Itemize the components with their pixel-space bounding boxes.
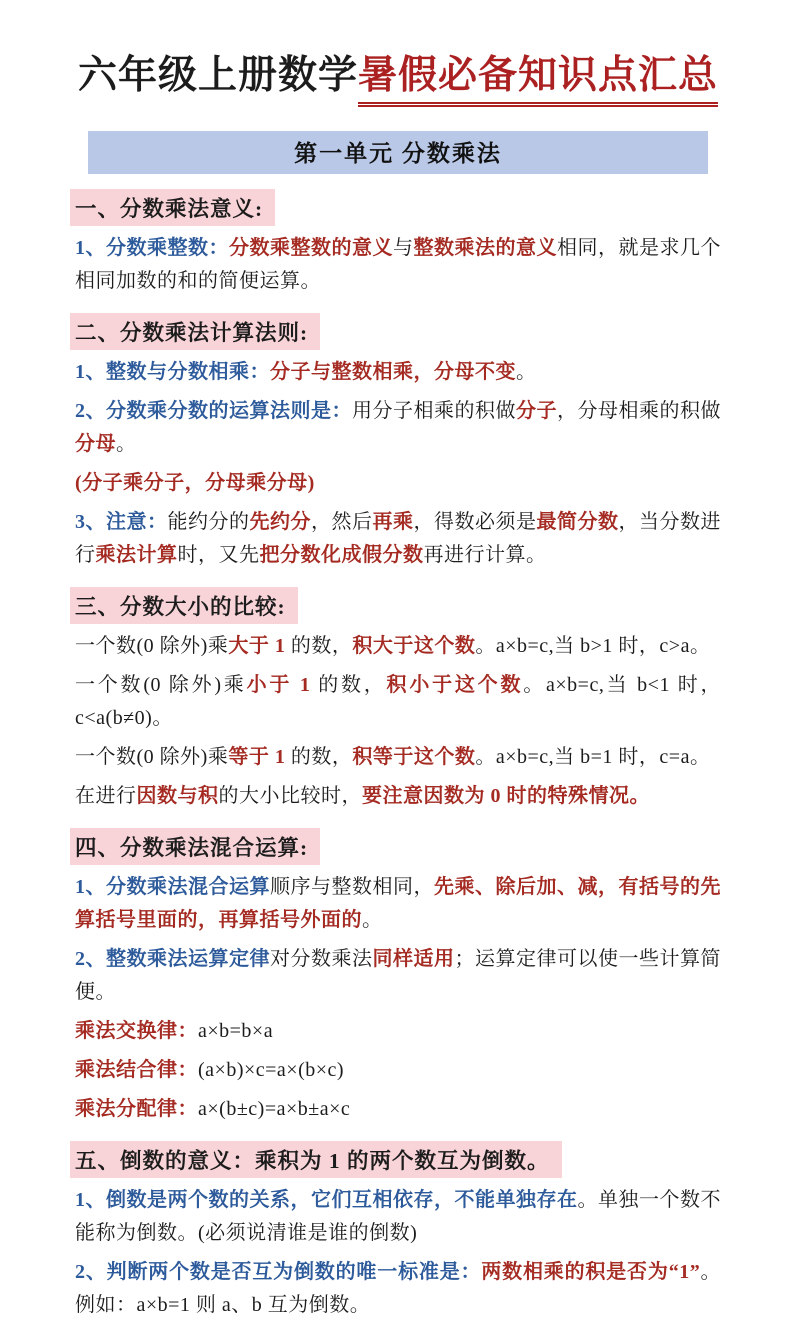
section-5-paragraph-2	[75, 1256, 721, 1322]
text-segment-black: 。	[362, 908, 383, 931]
section-3-paragraph-3	[75, 741, 721, 774]
text-segment-black: (a×b)×c=a×(b×c)	[198, 1058, 345, 1081]
text-segment-red: 乘法计算	[95, 543, 178, 566]
text-segment-red: 两数相乘的积是否为“1”	[481, 1260, 701, 1283]
section-3-heading	[75, 587, 721, 624]
page-title	[75, 52, 721, 107]
section-5-paragraph-1	[75, 1184, 721, 1250]
text-segment-red: 乘法结合律：	[75, 1058, 198, 1081]
section-2-paragraph-4	[75, 506, 721, 572]
text-segment-black: 相同，就是求几个相同加数的和的简便运算。	[75, 236, 721, 292]
text-segment-red: 最简分数	[536, 510, 619, 533]
text-segment-red: 先约分	[249, 510, 311, 533]
text-segment-black: 与	[393, 236, 414, 259]
text-segment-blue: 1、整数与分数相乘：	[75, 360, 270, 383]
section-4-paragraph-2	[75, 943, 721, 1009]
section-heading-highlight: 三、分数大小的比较:	[70, 587, 298, 624]
section-2-heading	[75, 313, 721, 350]
section-4-paragraph-4	[75, 1054, 721, 1087]
text-segment-red: 分子与整数相乘，分母不变	[270, 360, 516, 383]
text-segment-blue: 3、注意：	[75, 510, 168, 533]
text-segment-blue: 1、分数乘整数：	[75, 236, 229, 259]
title-course-text: 六年级上册数学	[77, 54, 358, 97]
text-segment-black: 对分数乘法	[270, 947, 373, 970]
text-segment-red: 要注意因数为 0 时的特殊情况。	[362, 784, 650, 807]
text-segment-black: 。单独一个数不能称为倒数。(必须说清谁是谁的倒数)	[75, 1188, 721, 1244]
text-segment-black: 的数，	[290, 745, 353, 768]
section-heading-highlight: 一、分数乘法意义:	[70, 189, 275, 226]
text-segment-red: 积等于这个数	[352, 745, 476, 768]
text-segment-red: 大于 1	[228, 634, 291, 657]
text-segment-blue: 1、分数乘法混合运算	[75, 875, 270, 898]
text-segment-black: 的大小比较时，	[218, 784, 362, 807]
text-segment-red: 小于 1	[246, 673, 319, 696]
section-4-paragraph-1	[75, 871, 721, 937]
section-2-paragraph-1	[75, 356, 721, 389]
text-segment-blue: 1、倒数是两个数的关系，它们互相依存，不能单独存在	[75, 1188, 578, 1211]
section-4-heading	[75, 828, 721, 865]
text-segment-black: 顺序与整数相同，	[270, 875, 434, 898]
text-segment-black: ，分母相乘的积做	[557, 399, 721, 422]
text-segment-red: 整数乘法的意义	[413, 236, 557, 259]
text-segment-red: 再乘	[372, 510, 414, 533]
text-segment-black: 。a×b=c,当 b<1 时，c<a(b≠0)。	[75, 673, 722, 729]
text-segment-black: 用分子相乘的积做	[352, 399, 516, 422]
text-segment-black: 。	[116, 432, 137, 455]
text-segment-black: 。例如：a×b=1 则 a、b 互为倒数。	[75, 1260, 722, 1316]
unit-banner	[88, 131, 708, 174]
section-5-heading	[75, 1141, 721, 1178]
text-segment-red: 先乘、除后加、减，有括号的先算括号里面的，再算括号外面的	[75, 875, 721, 931]
section-heading-highlight: 五、倒数的意义：乘积为 1 的两个数互为倒数。	[70, 1141, 562, 1178]
title-topic-text: 暑假必备知识点汇总	[358, 52, 718, 107]
text-segment-blue: 2、分数乘分数的运算法则是：	[75, 399, 352, 422]
text-segment-red: (分子乘分子，分母乘分母)	[75, 471, 315, 494]
text-segment-red: 分母	[75, 432, 116, 455]
section-1-heading	[75, 189, 721, 226]
text-segment-red: 分数乘整数的意义	[229, 236, 393, 259]
text-segment-black: 的数，	[290, 634, 353, 657]
text-segment-red: 乘法分配律：	[75, 1097, 198, 1120]
unit-banner-label: 第一单元 分数乘法	[294, 140, 502, 166]
section-2-paragraph-2	[75, 395, 721, 461]
text-segment-red: 分子	[516, 399, 557, 422]
text-segment-red: 等于 1	[228, 745, 291, 768]
text-segment-black: 再进行计算。	[423, 543, 547, 566]
text-segment-red: 把分数化成假分数	[259, 543, 424, 566]
section-2-paragraph-3	[75, 467, 721, 500]
section-heading-highlight: 二、分数乘法计算法则:	[70, 313, 320, 350]
text-segment-red: 积大于这个数	[352, 634, 476, 657]
text-segment-black: 一个数(0 除外)乘	[75, 745, 229, 768]
section-1-paragraph-1	[75, 232, 721, 298]
section-3-paragraph-1	[75, 630, 721, 663]
section-3-paragraph-4	[75, 780, 721, 813]
text-segment-black: 一个数(0 除外)乘	[75, 634, 229, 657]
text-segment-black: 能约分的	[167, 510, 250, 533]
section-4-paragraph-5	[75, 1093, 721, 1126]
text-segment-black: 一个数(0 除外)乘	[75, 673, 247, 696]
text-segment-red: 因数与积	[136, 784, 219, 807]
text-segment-red: 同样适用	[372, 947, 455, 970]
section-4-paragraph-3	[75, 1015, 721, 1048]
text-segment-black: 的数，	[318, 673, 387, 696]
text-segment-black: 。	[516, 360, 537, 383]
section-heading-highlight: 四、分数乘法混合运算:	[70, 828, 320, 865]
text-segment-black: ，然后	[311, 510, 373, 533]
text-segment-black: 。a×b=c,当 b=1 时，c=a。	[475, 745, 711, 768]
text-segment-black: a×(b±c)=a×b±a×c	[198, 1097, 351, 1120]
text-segment-black: ，当分数进行	[75, 510, 721, 566]
sections-container	[75, 189, 721, 1322]
section-3-paragraph-2	[75, 669, 721, 735]
text-segment-black: 。a×b=c,当 b>1 时，c>a。	[475, 634, 711, 657]
text-segment-red: 积小于这个数	[386, 673, 524, 696]
text-segment-black: 时，又先	[177, 543, 260, 566]
text-segment-blue: 2、判断两个数是否互为倒数的唯一标准是：	[75, 1260, 482, 1283]
text-segment-blue: 2、整数乘法运算定律	[75, 947, 270, 970]
text-segment-black: 在进行	[75, 784, 137, 807]
text-segment-red: 乘法交换律：	[75, 1019, 198, 1042]
text-segment-black: ；运算定律可以使一些计算简便。	[75, 947, 721, 1003]
text-segment-black: ，得数必须是	[413, 510, 537, 533]
text-segment-black: a×b=b×a	[198, 1019, 274, 1042]
